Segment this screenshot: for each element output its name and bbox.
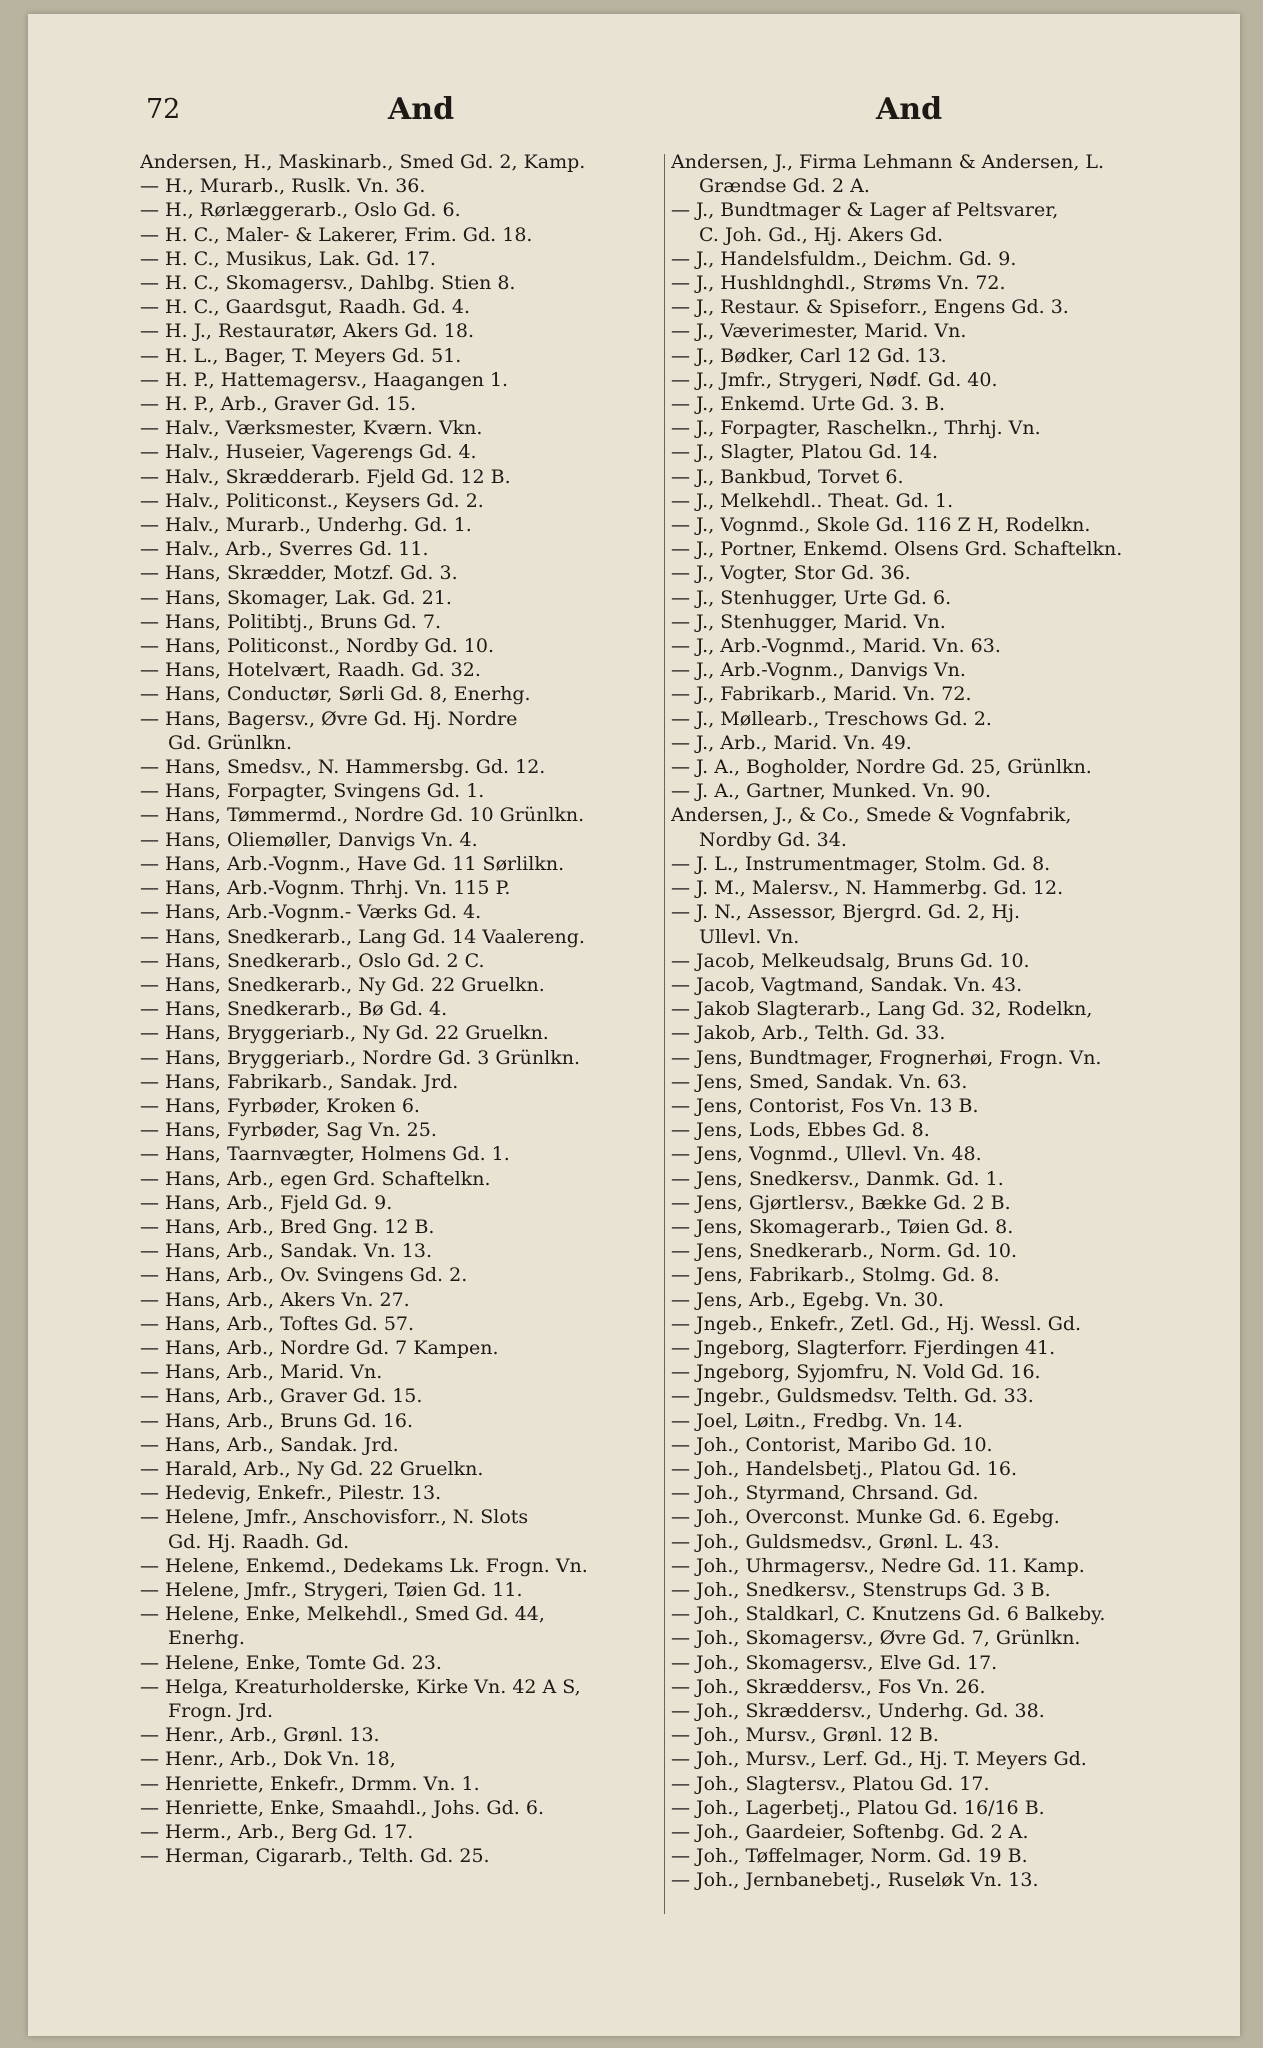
entry-text: — Hans, Snedkerarb., Oslo Gd. 2 C. <box>140 949 485 972</box>
directory-entry <box>671 997 1178 1021</box>
directory-entry <box>140 1167 655 1191</box>
entry-text: — Halv., Værksmester, Kværn. Vkn. <box>140 417 483 440</box>
entry-text: — Hans, Arb., Sandak. Vn. 13. <box>140 1240 433 1263</box>
directory-entry <box>140 1844 655 1868</box>
entry-text: — Hans, Arb.-Vognm.- Værks Gd. 4. <box>140 901 482 924</box>
entry-text: — Hans, Arb., Bruns Gd. 16. <box>140 1409 414 1432</box>
entry-text: — J., Melkehdl.. Theat. Gd. 1. <box>671 489 954 512</box>
directory-entry <box>140 1578 655 1602</box>
directory-entry <box>671 610 1178 634</box>
directory-entry <box>140 1505 655 1553</box>
directory-entry <box>671 731 1178 755</box>
directory-entry <box>140 1796 655 1820</box>
directory-entry <box>671 779 1178 803</box>
entry-text: — J., Bankbud, Torvet 6. <box>671 465 904 488</box>
entry-text: — Jens, Fabrikarb., Stolmg. Gd. 8. <box>671 1264 1000 1287</box>
entry-text: — Jacob, Vagtmand, Sandak. Vn. 43. <box>671 973 1023 996</box>
directory-entry <box>140 440 655 464</box>
directory-entry <box>140 1021 655 1045</box>
entry-text: — Joh., Guldsmedsv., Grønl. L. 43. <box>671 1530 1000 1553</box>
directory-entry <box>671 1070 1178 1094</box>
entry-text: — Joh., Contorist, Maribo Gd. 10. <box>671 1433 993 1456</box>
directory-entry <box>671 900 1178 948</box>
directory-entry <box>140 900 655 924</box>
directory-entry <box>140 828 655 852</box>
entry-text: — Jens, Snedkersv., Danmk. Gd. 1. <box>671 1167 1004 1190</box>
entry-text: — Helene, Enke, Melkehdl., Smed Gd. 44, <box>140 1603 545 1626</box>
entry-text: Andersen, J., & Co., Smede & Vognfabrik, <box>671 804 1072 827</box>
entry-text: — Hans, Oliemøller, Danvigs Vn. 4. <box>140 828 478 851</box>
entry-text: — Joh., Overconst. Munke Gd. 6. Egebg. <box>671 1506 1060 1529</box>
directory-entry <box>140 852 655 876</box>
directory-entry <box>671 1675 1178 1699</box>
entry-text: — H., Rørlæggerarb., Oslo Gd. 6. <box>140 199 461 222</box>
column-divider <box>664 154 665 1914</box>
directory-entry <box>671 1215 1178 1239</box>
entry-text: — Hans, Bryggeriarb., Ny Gd. 22 Gruelkn. <box>140 1022 549 1045</box>
directory-entry <box>671 973 1178 997</box>
entry-text: — Helene, Enkemd., Dedekams Lk. Frogn. Vn. <box>140 1554 588 1577</box>
directory-entry <box>671 198 1178 246</box>
directory-entry <box>140 586 655 610</box>
directory-entry <box>671 150 1178 198</box>
entry-text: — Helene, Enke, Tomte Gd. 23. <box>140 1651 442 1674</box>
directory-entry <box>140 682 655 706</box>
directory-entry <box>140 1747 655 1771</box>
entry-text: — Joh., Uhrmagersv., Nedre Gd. 11. Kamp. <box>671 1554 1085 1577</box>
entry-text: — Joh., Mursv., Grønl. 12 B. <box>671 1724 939 1747</box>
directory-entry <box>671 1868 1178 1892</box>
directory-entry <box>671 634 1178 658</box>
entry-text: — Herman, Cigararb., Telth. Gd. 25. <box>140 1845 490 1868</box>
directory-entry <box>671 513 1178 537</box>
entry-text: — H. J., Restauratør, Akers Gd. 18. <box>140 320 474 343</box>
entry-text: — Hans, Snedkerarb., Bø Gd. 4. <box>140 998 448 1021</box>
entry-text: — Hans, Arb., Fjeld Gd. 9. <box>140 1191 393 1214</box>
directory-entry <box>140 973 655 997</box>
entry-text: — J., Forpagter, Raschelkn., Thrhj. Vn. <box>671 417 1041 440</box>
directory-entry <box>140 295 655 319</box>
directory-entry <box>140 1046 655 1070</box>
entry-text: — Jens, Arb., Egebg. Vn. 30. <box>671 1288 944 1311</box>
entry-text: — H. C., Musikus, Lak. Gd. 17. <box>140 247 436 270</box>
directory-entry <box>140 1312 655 1336</box>
directory-entry <box>671 247 1178 271</box>
directory-entry <box>671 658 1178 682</box>
directory-entry <box>140 1215 655 1239</box>
entry-continuation: Gd. Grünlkn. <box>168 731 293 754</box>
entry-text: — Joh., Slagtersv., Platou Gd. 17. <box>671 1772 990 1795</box>
entry-text: — J., Enkemd. Urte Gd. 3. B. <box>671 393 946 416</box>
entry-text: — H. C., Maler- & Lakerer, Frim. Gd. 18. <box>140 223 533 246</box>
directory-entry <box>140 610 655 634</box>
directory-entry <box>671 1651 1178 1675</box>
entry-text: — Hans, Tømmermd., Nordre Gd. 10 Grünlkn. <box>140 804 585 827</box>
directory-entry <box>671 1457 1178 1481</box>
directory-entry <box>140 1094 655 1118</box>
entry-text: — Henr., Arb., Dok Vn. 18, <box>140 1748 396 1771</box>
entry-continuation: Ullevl. Vn. <box>699 925 800 948</box>
entry-text: — Jens, Contorist, Fos Vn. 13 B. <box>671 1094 979 1117</box>
directory-entry <box>140 925 655 949</box>
directory-entry <box>140 1457 655 1481</box>
entry-text: — Hans, Arb., Sandak. Jrd. <box>140 1433 399 1456</box>
directory-entry <box>671 368 1178 392</box>
directory-entry <box>140 198 655 222</box>
entry-text: — Hans, Forpagter, Svingens Gd. 1. <box>140 780 485 803</box>
directory-entry <box>140 1772 655 1796</box>
directory-entry <box>671 392 1178 416</box>
entry-text: — Hans, Conductør, Sørli Gd. 8, Enerhg. <box>140 683 531 706</box>
directory-entry <box>140 1288 655 1312</box>
entry-continuation: Nordby Gd. 34. <box>699 828 847 851</box>
entry-text: — J., Fabrikarb., Marid. Vn. 72. <box>671 683 972 706</box>
entry-text: — J., Arb.-Vognmd., Marid. Vn. 63. <box>671 635 1001 658</box>
directory-entry <box>140 997 655 1021</box>
entry-text: — Hans, Arb., Ov. Svingens Gd. 2. <box>140 1264 468 1287</box>
directory-entry <box>671 949 1178 973</box>
entry-text: — Helene, Jmfr., Anschovisforr., N. Slots <box>140 1506 529 1529</box>
directory-entry <box>671 586 1178 610</box>
directory-entry <box>140 1142 655 1166</box>
directory-entry <box>671 1723 1178 1747</box>
directory-entry <box>671 416 1178 440</box>
directory-entry <box>140 368 655 392</box>
directory-entry <box>140 1191 655 1215</box>
directory-entry <box>671 755 1178 779</box>
entry-text: — J., Vognmd., Skole Gd. 116 Z H, Rodelkn. <box>671 514 1091 537</box>
entry-text: — Halv., Murarb., Underhg. Gd. 1. <box>140 514 472 537</box>
directory-entry <box>140 513 655 537</box>
entry-text: — Joh., Skræddersv., Fos Vn. 26. <box>671 1675 986 1698</box>
entry-text: — Hans, Arb., Toftes Gd. 57. <box>140 1312 415 1335</box>
entry-text: — Hans, Politiconst., Nordby Gd. 10. <box>140 635 495 658</box>
entry-text: — J. A., Gartner, Munked. Vn. 90. <box>671 780 992 803</box>
directory-entry <box>671 271 1178 295</box>
entry-text: — Hans, Arb., Akers Vn. 27. <box>140 1288 410 1311</box>
directory-entry <box>671 803 1178 851</box>
directory-entry <box>140 392 655 416</box>
directory-entry <box>140 1070 655 1094</box>
directory-entry <box>140 465 655 489</box>
directory-entry <box>671 1505 1178 1529</box>
directory-entry <box>671 1578 1178 1602</box>
entry-text: — J., Arb., Marid. Vn. 49. <box>671 731 912 754</box>
directory-entry <box>671 1554 1178 1578</box>
entry-text: — Joh., Mursv., Lerf. Gd., Hj. T. Meyers Gd. <box>671 1748 1087 1771</box>
entry-text: — Joel, Løitn., Fredbg. Vn. 14. <box>671 1409 963 1432</box>
directory-entry <box>671 1796 1178 1820</box>
page-number: 72 <box>146 94 181 125</box>
right-headword: And <box>876 92 943 127</box>
entry-text: — J., Vogter, Stor Gd. 36. <box>671 562 911 585</box>
entry-text: — Jakob Slagterarb., Lang Gd. 32, Rodelkn, <box>671 998 1093 1021</box>
entry-text: — Jens, Snedkerarb., Norm. Gd. 10. <box>671 1240 1018 1263</box>
directory-entry <box>140 949 655 973</box>
directory-entry <box>671 1433 1178 1457</box>
entry-text: — J., Stenhugger, Urte Gd. 6. <box>671 586 952 609</box>
directory-entry <box>140 1384 655 1408</box>
directory-entry <box>140 174 655 198</box>
directory-entry <box>140 876 655 900</box>
entry-text: — J. N., Assessor, Bjergrd. Gd. 2, Hj. <box>671 901 1021 924</box>
directory-entry <box>140 537 655 561</box>
entry-text: — H. C., Skomagersv., Dahlbg. Stien 8. <box>140 272 516 295</box>
entry-text: — Joh., Skræddersv., Underhg. Gd. 38. <box>671 1700 1045 1722</box>
directory-entry <box>671 1288 1178 1312</box>
entry-text: — Hans, Fyrbøder, Sag Vn. 25. <box>140 1119 437 1142</box>
directory-entry <box>671 1530 1178 1554</box>
entry-text: — Hans, Smedsv., N. Hammersbg. Gd. 12. <box>140 756 546 779</box>
entry-text: — Hans, Arb., Bred Gng. 12 B. <box>140 1215 435 1238</box>
directory-entry <box>140 779 655 803</box>
directory-entry <box>140 1602 655 1650</box>
entry-text: — Joh., Styrmand, Chrsand. Gd. <box>671 1482 979 1505</box>
directory-entry <box>671 1360 1178 1384</box>
directory-entry <box>140 271 655 295</box>
entry-text: — Halv., Arb., Sverres Gd. 11. <box>140 538 429 561</box>
entry-text: — Helene, Jmfr., Strygeri, Tøien Gd. 11. <box>140 1578 523 1601</box>
directory-entry <box>140 1820 655 1844</box>
directory-entry <box>140 344 655 368</box>
directory-entry <box>671 319 1178 343</box>
entry-continuation: Frogn. Jrd. <box>168 1700 274 1722</box>
entry-text: — Hans, Snedkerarb., Ny Gd. 22 Gruelkn. <box>140 973 545 996</box>
directory-entry <box>140 1118 655 1142</box>
entry-text: — H., Murarb., Ruslk. Vn. 36. <box>140 175 426 198</box>
entry-text: — Jens, Skomagerarb., Tøien Gd. 8. <box>671 1215 1014 1238</box>
directory-entry <box>671 1021 1178 1045</box>
entry-text: — J. A., Bogholder, Nordre Gd. 25, Grünlkn. <box>671 756 1092 779</box>
entry-text: Andersen, H., Maskinarb., Smed Gd. 2, Kamp. <box>140 151 586 173</box>
entry-text: — Hans, Arb., Graver Gd. 15. <box>140 1385 423 1408</box>
directory-entry <box>140 416 655 440</box>
entry-text: — Joh., Staldkarl, C. Knutzens Gd. 6 Balkeby. <box>671 1603 1106 1626</box>
entry-continuation: C. Joh. Gd., Hj. Akers Gd. <box>699 223 944 246</box>
directory-entry <box>140 1360 655 1384</box>
entry-text: — Joh., Tøffelmager, Norm. Gd. 19 B. <box>671 1845 1028 1868</box>
entry-text: — J., Handelsfuldm., Deichm. Gd. 9. <box>671 247 1017 270</box>
entry-text: — J. M., Malersv., N. Hammerbg. Gd. 12. <box>671 877 1064 900</box>
directory-entry <box>671 876 1178 900</box>
directory-entry <box>140 1409 655 1433</box>
directory-entry <box>140 1554 655 1578</box>
entry-text: — Hans, Politibtj., Bruns Gd. 7. <box>140 610 441 633</box>
entry-text: — J., Bødker, Carl 12 Gd. 13. <box>671 344 947 367</box>
page-header <box>28 84 1240 127</box>
directory-entry <box>140 634 655 658</box>
directory-entry <box>671 1263 1178 1287</box>
directory-entry <box>671 1747 1178 1771</box>
entry-text: — Henriette, Enkefr., Drmm. Vn. 1. <box>140 1772 480 1795</box>
entry-text: — Hans, Arb.-Vognm., Have Gd. 11 Sørlilkn. <box>140 852 565 875</box>
directory-entry <box>671 295 1178 319</box>
entry-text: — Halv., Huseier, Vagerengs Gd. 4. <box>140 441 477 464</box>
entry-text: — Joh., Jernbanebetj., Ruseløk Vn. 13. <box>671 1869 1039 1892</box>
entry-text: — J., Jmfr., Strygeri, Nødf. Gd. 40. <box>671 368 998 391</box>
entry-text: — Hans, Fyrbøder, Kroken 6. <box>140 1094 420 1117</box>
entry-text: — Jens, Smed, Sandak. Vn. 63. <box>671 1070 968 1093</box>
entry-text: — Joh., Skomagersv., Øvre Gd. 7, Grünlkn. <box>671 1627 1081 1650</box>
entry-text: — Joh., Lagerbetj., Platou Gd. 16/16 B. <box>671 1796 1045 1819</box>
directory-entry <box>140 223 655 247</box>
entry-text: — Hans, Arb.-Vognm. Thrhj. Vn. 115 P. <box>140 877 511 900</box>
directory-entry <box>671 1481 1178 1505</box>
directory-entry <box>140 803 655 827</box>
directory-entry <box>671 1384 1178 1408</box>
directory-entry <box>671 1167 1178 1191</box>
entry-text: — Hedevig, Enkefr., Pilestr. 13. <box>140 1482 442 1505</box>
entry-text: — Henr., Arb., Grønl. 13. <box>140 1724 380 1747</box>
directory-entry <box>140 1336 655 1360</box>
directory-entry <box>140 755 655 779</box>
directory-entry <box>671 1118 1178 1142</box>
directory-entry <box>671 537 1178 561</box>
directory-entry <box>140 150 655 174</box>
entry-text: — J. L., Instrumentmager, Stolm. Gd. 8. <box>671 852 1051 875</box>
directory-entry <box>671 561 1178 585</box>
directory-entry <box>140 1651 655 1675</box>
entry-text: — Jens, Bundtmager, Frognerhøi, Frogn. Vn. <box>671 1046 1102 1069</box>
entry-text: — Hans, Hotelvært, Raadh. Gd. 32. <box>140 659 481 682</box>
directory-entry <box>140 1433 655 1457</box>
directory-entry <box>671 1844 1178 1868</box>
entry-text: — Herm., Arb., Berg Gd. 17. <box>140 1821 414 1844</box>
entry-text: — Harald, Arb., Ny Gd. 22 Gruelkn. <box>140 1457 484 1480</box>
entry-text: — Hans, Skrædder, Motzf. Gd. 3. <box>140 562 458 585</box>
entry-text: — H. P., Hattemagersv., Haagangen 1. <box>140 368 509 391</box>
directory-entry <box>671 1046 1178 1070</box>
directory-entry <box>140 707 655 755</box>
entry-text: — J., Bundtmager & Lager af Peltsvarer, <box>671 199 1059 222</box>
left-column <box>140 150 655 1868</box>
entry-text: — Hans, Arb., Nordre Gd. 7 Kampen. <box>140 1336 499 1359</box>
directory-entry <box>140 1263 655 1287</box>
entry-text: — Jakob, Arb., Telth. Gd. 33. <box>671 1022 946 1045</box>
entry-text: — Jngebr., Guldsmedsv. Telth. Gd. 33. <box>671 1385 1034 1408</box>
directory-entry <box>671 852 1178 876</box>
directory-entry <box>671 1772 1178 1796</box>
directory-entry <box>671 1699 1178 1723</box>
directory-entry <box>140 247 655 271</box>
right-column <box>671 150 1178 1893</box>
directory-entry <box>140 1481 655 1505</box>
directory-entry <box>671 1409 1178 1433</box>
directory-page <box>28 14 1240 2036</box>
entry-text: — Joh., Skomagersv., Elve Gd. 17. <box>671 1651 998 1674</box>
entry-text: — Hans, Bagersv., Øvre Gd. Hj. Nordre <box>140 707 518 730</box>
directory-entry <box>671 1094 1178 1118</box>
left-headword: And <box>388 92 455 127</box>
directory-entry <box>671 1312 1178 1336</box>
directory-entry <box>671 1142 1178 1166</box>
directory-entry <box>671 489 1178 513</box>
entry-text: — Hans, Skomager, Lak. Gd. 21. <box>140 586 452 609</box>
directory-entry <box>140 489 655 513</box>
entry-text: — Jens, Vognmd., Ullevl. Vn. 48. <box>671 1143 982 1166</box>
directory-entry <box>140 561 655 585</box>
directory-entry <box>671 1191 1178 1215</box>
entry-text: — J., Hushldnghdl., Strøms Vn. 72. <box>671 272 1006 295</box>
directory-entry <box>671 1239 1178 1263</box>
entry-text: — Jngeborg, Syjomfru, N. Vold Gd. 16. <box>671 1361 1041 1384</box>
entry-text: — J., Restaur. & Spiseforr., Engens Gd. 3. <box>671 296 1069 319</box>
entry-text: — H. C., Gaardsgut, Raadh. Gd. 4. <box>140 296 471 319</box>
entry-continuation: Gd. Hj. Raadh. Gd. <box>168 1530 350 1553</box>
entry-continuation: Enerhg. <box>168 1627 245 1650</box>
entry-text: — H. L., Bager, T. Meyers Gd. 51. <box>140 344 462 367</box>
entry-text: — J., Arb.-Vognm., Danvigs Vn. <box>671 659 966 682</box>
directory-entry <box>140 658 655 682</box>
entry-text: — Jacob, Melkeudsalg, Bruns Gd. 10. <box>671 949 1030 972</box>
directory-entry <box>140 1723 655 1747</box>
directory-entry <box>671 1602 1178 1626</box>
directory-entry <box>671 1626 1178 1650</box>
entry-text: — Halv., Skrædderarb. Fjeld Gd. 12 B. <box>140 465 511 488</box>
entry-text: — Hans, Arb., egen Grd. Schaftelkn. <box>140 1167 491 1190</box>
directory-entry <box>671 344 1178 368</box>
entry-text: — Jngeborg, Slagterforr. Fjerdingen 41. <box>671 1336 1056 1359</box>
entry-text: — Hans, Arb., Marid. Vn. <box>140 1361 383 1384</box>
entry-text: — Hans, Snedkerarb., Lang Gd. 14 Vaalereng. <box>140 925 585 948</box>
directory-entry <box>671 465 1178 489</box>
entry-text: — J., Væverimester, Marid. Vn. <box>671 320 967 343</box>
entry-text: — Halv., Politiconst., Keysers Gd. 2. <box>140 489 484 512</box>
entry-text: Andersen, J., Firma Lehmann & Andersen, L. <box>671 151 1105 173</box>
directory-entry <box>671 440 1178 464</box>
entry-text: — Hans, Bryggeriarb., Nordre Gd. 3 Grünlkn. <box>140 1046 581 1069</box>
entry-text: — J., Møllearb., Treschows Gd. 2. <box>671 707 992 730</box>
entry-text: — Joh., Gaardeier, Softenbg. Gd. 2 A. <box>671 1821 1029 1844</box>
entry-text: — J., Portner, Enkemd. Olsens Grd. Schaftelkn. <box>671 538 1123 561</box>
entry-text: — Joh., Snedkersv., Stenstrups Gd. 3 B. <box>671 1578 1051 1601</box>
entry-text: — Jngeb., Enkefr., Zetl. Gd., Hj. Wessl. Gd. <box>671 1312 1082 1335</box>
entry-text: — Hans, Taarnvægter, Holmens Gd. 1. <box>140 1143 510 1166</box>
directory-entry <box>671 707 1178 731</box>
entry-text: — J., Stenhugger, Marid. Vn. <box>671 610 946 633</box>
entry-text: — Henriette, Enke, Smaahdl., Johs. Gd. 6. <box>140 1796 544 1819</box>
entry-text: — Hans, Fabrikarb., Sandak. Jrd. <box>140 1070 459 1093</box>
entry-text: — H. P., Arb., Graver Gd. 15. <box>140 393 417 416</box>
entry-text: — Helga, Kreaturholderske, Kirke Vn. 42 A S, <box>140 1675 581 1698</box>
directory-entry <box>671 682 1178 706</box>
directory-entry <box>140 319 655 343</box>
entry-text: — Jens, Lods, Ebbes Gd. 8. <box>671 1119 930 1142</box>
directory-entry <box>671 1336 1178 1360</box>
directory-entry <box>140 1675 655 1723</box>
entry-continuation: Grændse Gd. 2 A. <box>699 175 870 198</box>
directory-entry <box>671 1820 1178 1844</box>
directory-entry <box>140 1239 655 1263</box>
entry-text: — J., Slagter, Platou Gd. 14. <box>671 441 939 464</box>
entry-text: — Jens, Gjørtlersv., Bække Gd. 2 B. <box>671 1191 1011 1214</box>
entry-text: — Joh., Handelsbetj., Platou Gd. 16. <box>671 1457 1018 1480</box>
